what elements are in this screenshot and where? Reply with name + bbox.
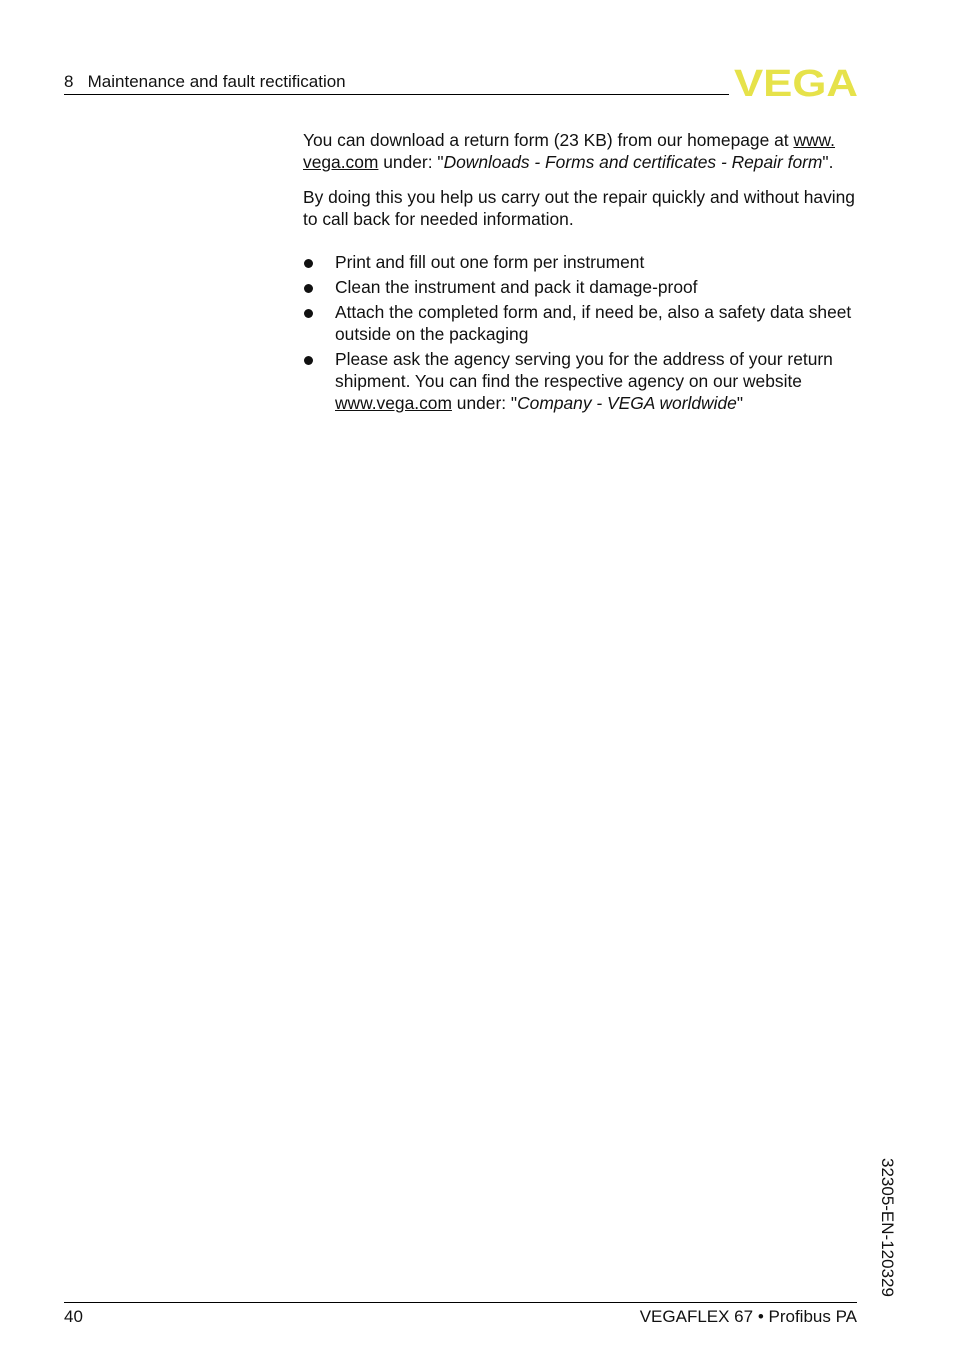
bullet-icon [304, 309, 313, 318]
running-header [64, 71, 346, 93]
section-number: 8 [64, 72, 74, 91]
list-item: Print and fill out one form per instrument [303, 251, 863, 273]
page-content [303, 129, 863, 417]
bullet-icon [304, 284, 313, 293]
product-name: VEGAFLEX 67 • Profibus PA [639, 1307, 857, 1326]
section-title: Maintenance and fault rectification [87, 72, 346, 91]
list-item: Attach the completed form and, if need be, also a safety data sheet outside on the packaging [303, 301, 863, 345]
bullet-icon [304, 356, 313, 365]
homepage-link[interactable]: www. vega.com [303, 130, 835, 172]
document-code: 32305-EN-120329 [878, 1158, 897, 1297]
vega-logo-text: VEGA [734, 65, 858, 99]
bullet-icon [304, 259, 313, 268]
return-form-paragraph: You can download a return form (23 KB) from our homepage at www. vega.com under: "Downloads - Forms and certificates - Repair form". [303, 130, 835, 172]
vega-logo [734, 65, 858, 99]
list-item: Clean the instrument and pack it damage-proof [303, 276, 863, 298]
download-path: Downloads - Forms and certificates - Repair form [443, 152, 823, 172]
repair-info-paragraph: By doing this you help us carry out the repair quickly and without having to call back for needed information. [303, 187, 855, 229]
footer-divider [64, 1302, 857, 1303]
website-path: Company - VEGA worldwide [517, 393, 737, 413]
header-divider [64, 94, 729, 95]
website-link[interactable]: www.vega.com [335, 393, 452, 413]
instruction-list [303, 251, 863, 414]
page-number: 40 [64, 1307, 83, 1326]
list-item: Please ask the agency serving you for the address of your return shipment. You can find the respective agency on our website www.vega.com under: "Company - VEGA worldwide" [303, 348, 863, 414]
